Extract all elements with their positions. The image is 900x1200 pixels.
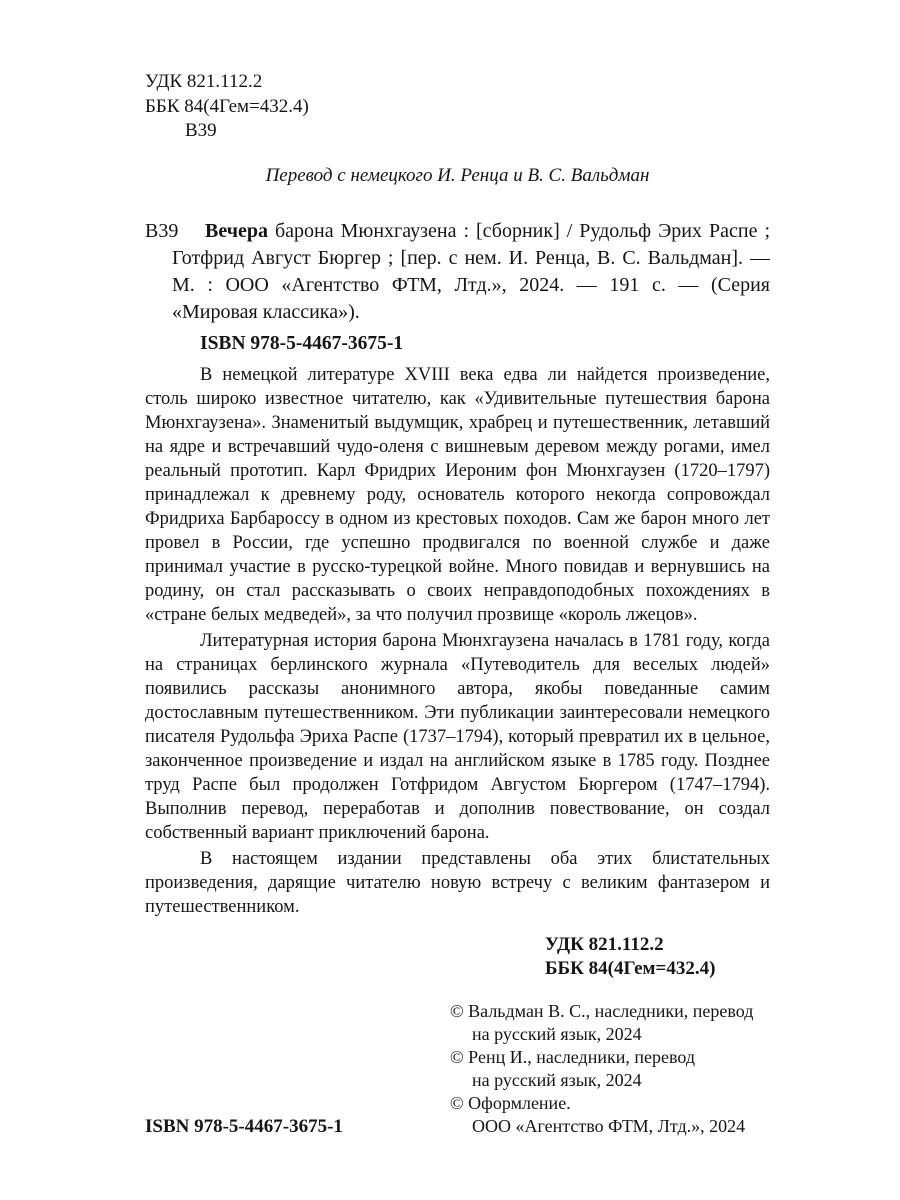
annotation-paragraph-1: В немецкой литературе XVIII века едва ли найдется произведение, столь широко известное читателю, как «Удивительные путешествия барона Мюнхгаузена». Знаменитый выдумщик, храбрец и путешественник, летавший на ядре и встречавший чудо-оленя с вишневым деревом между рогами, имел реальный прототип. Карл Фридрих Иероним фон Мюнхгаузен (1720–1797) принадлежал к древнему роду, основатель которого некогда сопровождал Фридриха Барбароссу в одном из крестовых походов. Сам же барон много лет провел в России, где успешно продвигался по военной службе и даже принимал участие в русско-турецкой войне. Много повидав и вернувшись на родину, он стал рассказывать о своих неправдоподобных похождениях в «стране белых медведей», за что получил прозвище «король лжецов». [145,364,770,625]
copyright-block [450,1000,770,1138]
isbn-entry: ISBN 978-5-4467-3675-1 [200,332,404,354]
udk-code-top: УДК 821.112.2 [145,71,263,92]
entry-title: Вечера [205,219,268,242]
copyright-item [450,1046,770,1092]
bibliographic-entry [145,218,770,326]
entry-description: барона Мюнхгаузена : [сборник] / Рудольф Эрих Распе ; Готфрид Август Бюргер ; [пер. с нем. И. Ренца, В. С. Вальдман]. — М. : ООО «Агентство ФТМ, Лтд.», 2024. — 191 с. — (Серия «Мировая классика»). [172,219,770,323]
annotation-paragraph-2: Литературная история барона Мюнхгаузена началась в 1781 году, когда на страницах берлинского журнала «Путеводитель для веселых людей» появились рассказы анонимного автора, якобы поведанные самим достославным путешественником. Эти публикации заинтересовали немецкого писателя Рудольфа Эриха Распе (1737–1794), который превратил их в цельное, законченное произведение и издал на английском языке в 1785 году. Позднее труд Распе был продолжен Готфридом Августом Бюргером (1747–1794). Выполнив перевод, переработав и дополнив повествование, он создал собственный вариант приключений барона. [145,630,770,843]
copyright-item [450,1092,770,1138]
top-codes-block [145,70,770,144]
copyright-line: ООО «Агентство ФТМ, Лтд.», 2024 [472,1115,746,1136]
annotation-paragraph-3: В настоящем издании представлены оба этих блистательных произведения, дарящие читателю новую встречу с великим фантазером и путешественником. [145,848,770,917]
bottom-codes-block [545,933,770,982]
copyright-item [450,1000,770,1046]
bbk-code-top: ББК 84(4Гем=432.4) [145,95,309,117]
copyright-line: © Ренц И., наследники, перевод [450,1046,695,1067]
translation-credit: Перевод с немецкого И. Ренца и В. С. Вальдман [265,164,650,186]
bbk-code-bottom: ББК 84(4Гем=432.4) [545,958,716,979]
author-sign-top: В39 [185,120,217,141]
isbn-bottom: ISBN 978-5-4467-3675-1 [145,1115,343,1137]
copyright-line: на русский язык, 2024 [472,1069,642,1090]
bottom-row [145,1000,770,1138]
udk-code-bottom: УДК 821.112.2 [545,933,664,955]
copyright-line: © Оформление. [450,1092,571,1113]
copyright-line: на русский язык, 2024 [472,1023,642,1044]
author-sign-entry: В39 [145,219,179,242]
copyright-line: © Вальдман В. С., наследники, перевод [450,1000,754,1021]
entry-text [172,218,770,326]
